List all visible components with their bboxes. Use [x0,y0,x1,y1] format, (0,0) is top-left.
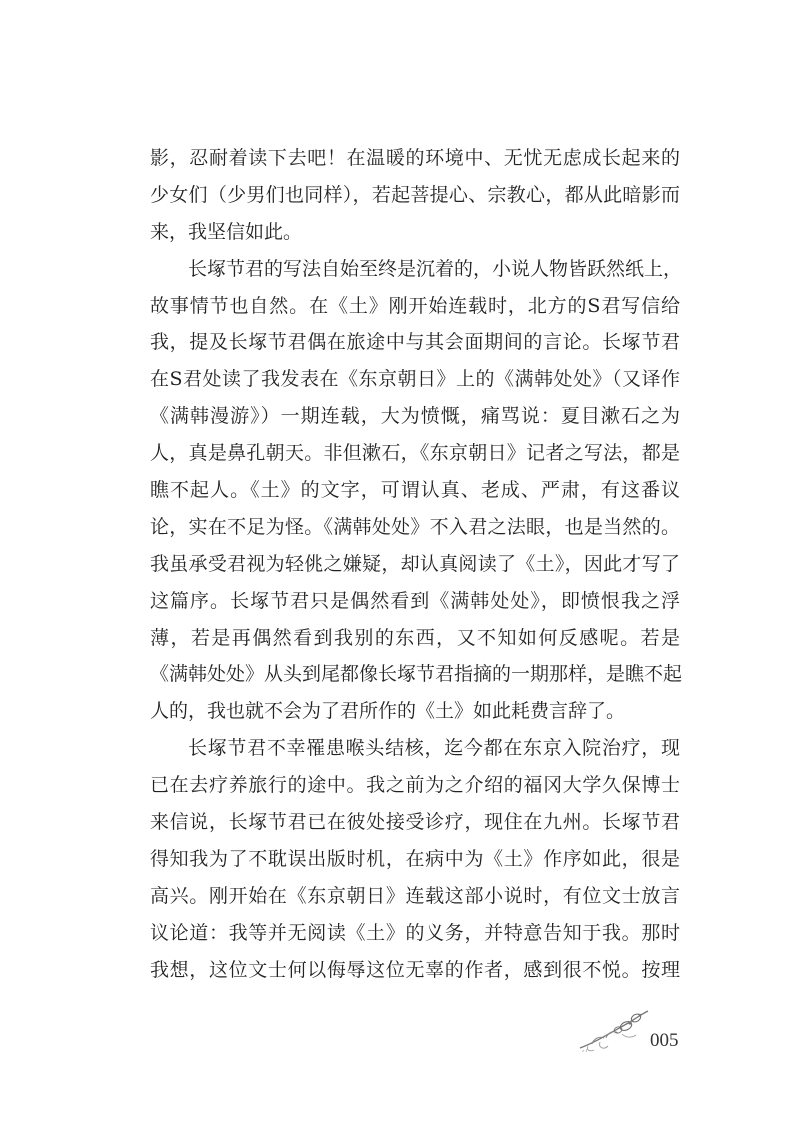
text-line: 人的，我也就不会为了君所作的《土》如此耗费言辞了。 [150,700,626,723]
text-line: 这篇序。长塚节君只是偶然看到《满韩处处》，即愤恨我之浮 [150,589,680,612]
text-line: 薄，若是再偶然看到我别的东西，又不知如何反感呢。若是 [150,626,680,649]
text-line: 来信说，长塚节君已在彼处接受诊疗，现住在九州。长塚节君 [150,811,680,834]
text-line: 论，实在不足为怪。《满韩处处》不入君之法眼，也是当然的。 [150,515,680,538]
paragraph-1 [150,140,680,251]
text-line: 长塚节君的写法自始至终是沉着的，小说人物皆跃然纸上， [188,257,683,280]
text-line: 我，提及长塚节君偶在旅途中与其会面期间的言论。长塚节君 [150,331,680,354]
text-line: 已在去疗养旅行的途中。我之前为之介绍的福冈大学久保博士 [150,774,680,797]
text-line: 瞧不起人。《土》的文字，可谓认真、老成、严肃，有这番议 [150,479,680,502]
text-line: 我想，这位文士何以侮辱这位无辜的作者，感到很不悦。按理 [150,958,680,981]
paragraph-3 [150,730,680,988]
text-line: 议论道：我等并无阅读《土》的义务，并特意告知于我。那时 [150,921,680,944]
text-line: 影，忍耐着读下去吧！在温暖的环境中、无忧无虑成长起来的 [150,147,680,169]
flower-branch-icon [578,1008,650,1054]
text-line: 来，我坚信如此。 [150,220,303,243]
text-line: 在S君处读了我发表在《东京朝日》上的《满韩处处》（又译作 [150,368,680,391]
text-line: 高兴。刚开始在《东京朝日》连载这部小说时，有位文士放言 [150,884,680,907]
text-line: 得知我为了不耽误出版时机，在病中为《土》作序如此，很是 [150,847,680,870]
page-number: 005 [650,1030,679,1051]
text-line: 《满韩漫游》）一期连载，大为愤慨，痛骂说：夏目漱石之为 [150,405,680,428]
text-line: 故事情节也自然。在《土》刚开始连载时，北方的S君写信给 [150,294,680,317]
text-line: 人，真是鼻孔朝天。非但漱石，《东京朝日》记者之写法，都是 [150,442,680,465]
paragraph-2 [150,251,683,731]
text-line: 长塚节君不幸罹患喉头结核，迄今都在东京入院治疗，现 [188,737,680,760]
text-line: 《满韩处处》从头到尾都像长塚节君指摘的一期那样，是瞧不起 [150,663,683,686]
body-text [150,140,683,988]
text-line: 少女们（少男们也同样），若起菩提心、宗教心，都从此暗影而 [150,183,680,206]
text-line: 我虽承受君视为轻佻之嫌疑，却认真阅读了《土》，因此才写了 [150,552,680,575]
